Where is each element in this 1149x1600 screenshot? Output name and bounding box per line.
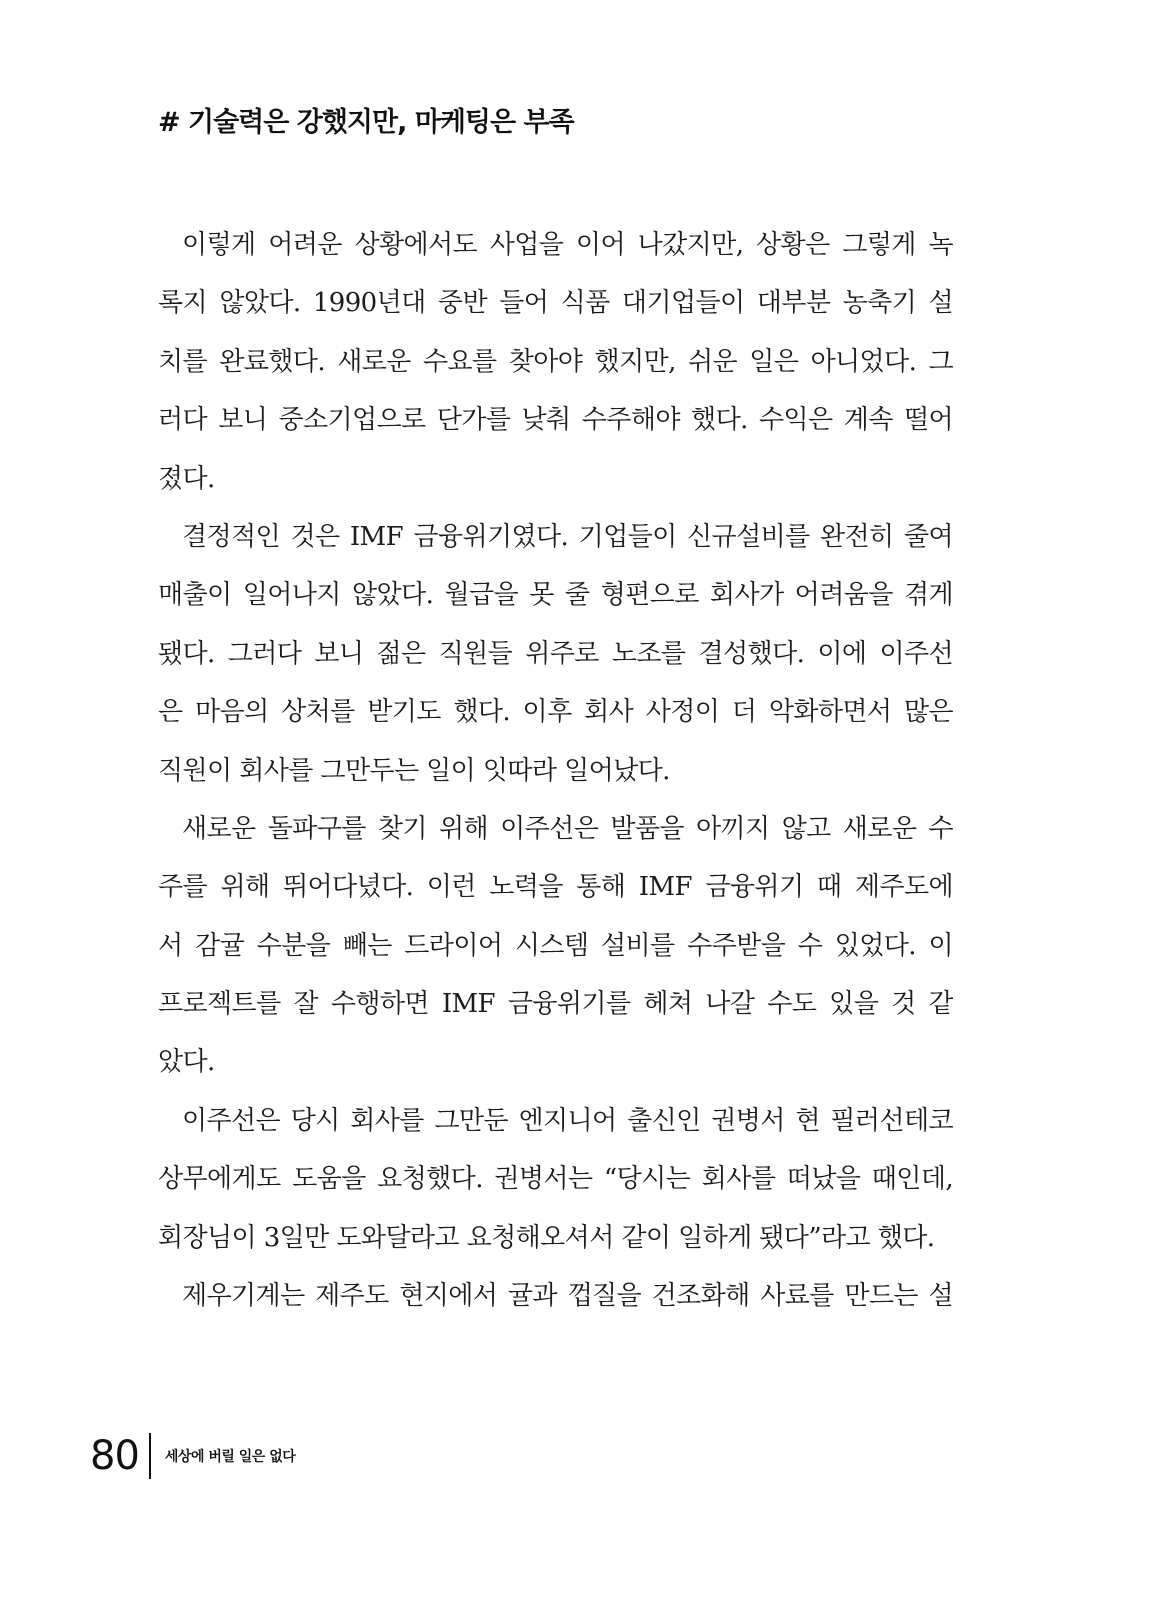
text-line: 은 마음의 상처를 받기도 했다. 이후 회사 사정이 더 악화하면서 많은 [158,697,953,728]
body-text [158,216,953,1325]
text-line: 러다 보니 중소기업으로 단가를 낮춰 수주해야 했다. 수익은 계속 떨어 [158,405,953,436]
section-heading: # 기술력은 강했지만, 마케팅은 부족 [158,107,574,138]
text-line: 상무에게도 도움을 요청했다. 권병서는 “당시는 회사를 떠났을 때인데, [158,1164,953,1195]
text-line: 제우기계는 제주도 현지에서 귤과 껍질을 건조화해 사료를 만드는 설 [182,1281,953,1312]
footer-divider [149,1433,151,1479]
page-footer [90,1428,295,1484]
text-line: 졌다. [158,463,215,494]
text-line: 직원이 회사를 그만두는 일이 잇따라 일어났다. [158,755,670,786]
text-line: 회장님이 3일만 도와달라고 요청해오셔서 같이 일하게 됐다”라고 했다. [158,1222,935,1253]
text-line: 결정적인 것은 IMF 금융위기였다. 기업들이 신규설비를 완전히 줄여 [182,521,953,552]
text-line: 이렇게 어려운 상황에서도 사업을 이어 나갔지만, 상황은 그렇게 녹 [182,230,953,260]
text-line: 치를 완료했다. 새로운 수요를 찾아야 했지만, 쉬운 일은 아니었다. 그 [158,346,953,377]
text-line: 았다. [158,1047,215,1078]
text-line: 주를 위해 뛰어다녔다. 이런 노력을 통해 IMF 금융위기 때 제주도에 [158,872,953,903]
text-line: 매출이 일어나지 않았다. 월급을 못 줄 형편으로 회사가 어려움을 겪게 [158,580,953,611]
text-line: 록지 않았다. 1990년대 중반 들어 식품 대기업들이 대부분 농축기 설 [158,288,953,319]
book-title: 세상에 버릴 일은 없다 [164,1449,296,1465]
text-line: 서 감귤 수분을 빼는 드라이어 시스템 설비를 수주받을 수 있었다. 이 [158,930,953,961]
page-number: 80 [90,1433,139,1479]
text-line: 새로운 돌파구를 찾기 위해 이주선은 발품을 아끼지 않고 새로운 수 [182,813,953,844]
text-line: 이주선은 당시 회사를 그만둔 엔지니어 출신인 권병서 현 필러선테코 [182,1105,953,1136]
text-line: 프로젝트를 잘 수행하면 IMF 금융위기를 헤쳐 나갈 수도 있을 것 같 [158,989,953,1020]
text-line: 됐다. 그러다 보니 젊은 직원들 위주로 노조를 결성했다. 이에 이주선 [158,638,953,669]
